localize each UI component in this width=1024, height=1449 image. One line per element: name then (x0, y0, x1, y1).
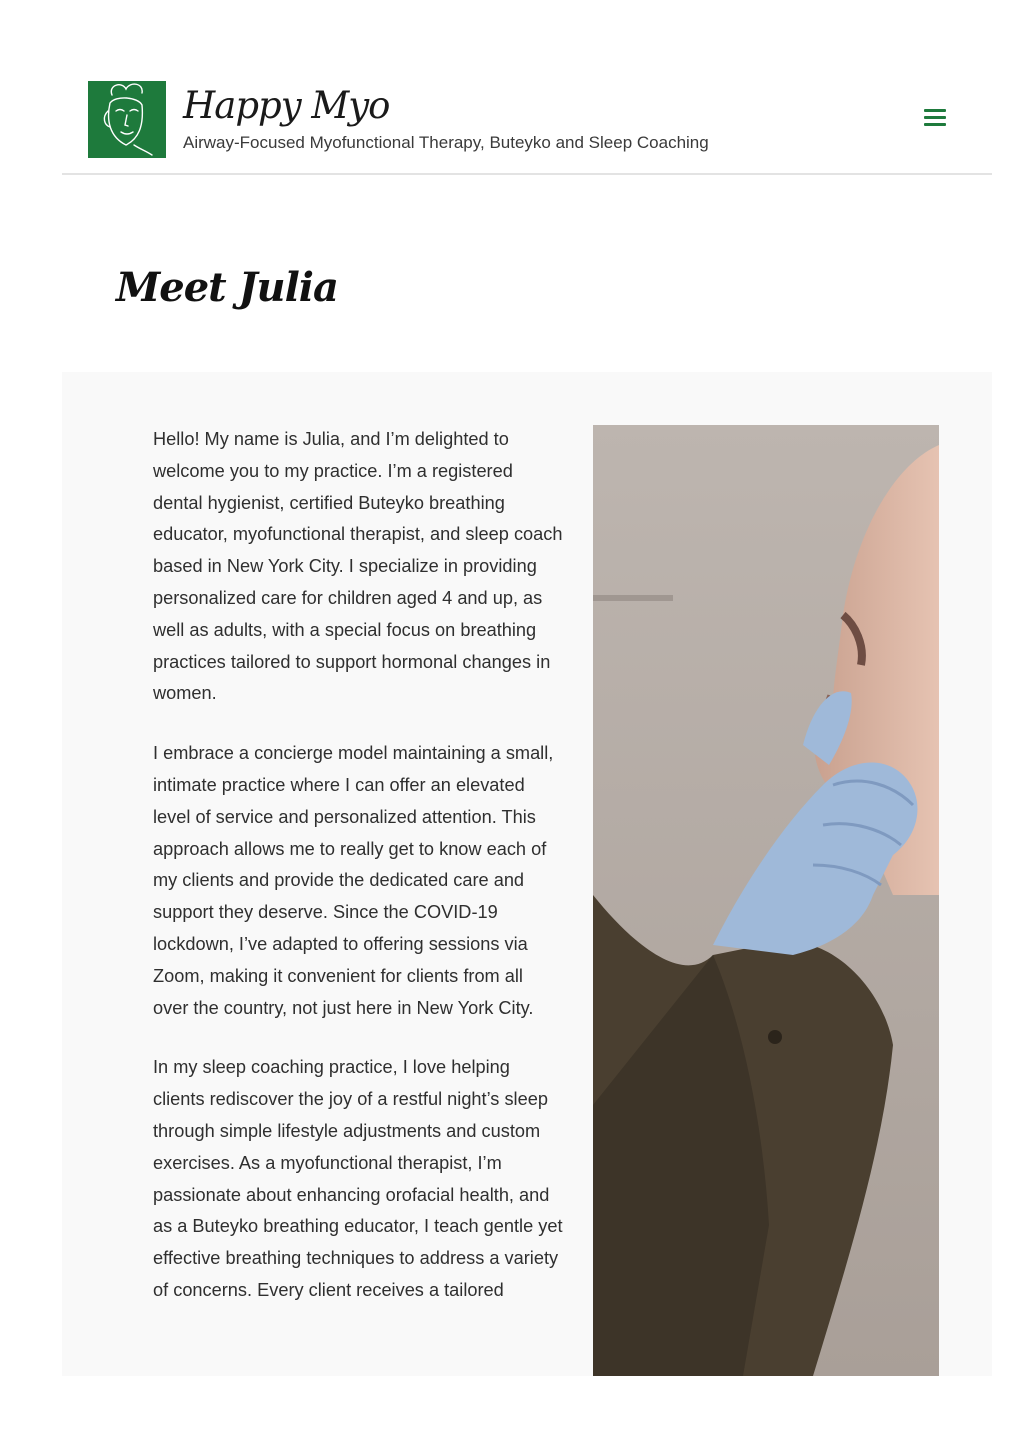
hamburger-menu-icon[interactable] (914, 100, 956, 134)
menu-bar (924, 109, 946, 112)
menu-bar (924, 116, 946, 119)
about-section (62, 372, 992, 1376)
menu-bar (924, 123, 946, 126)
about-text (153, 424, 563, 1335)
therapist-photo (593, 425, 939, 1376)
site-header (62, 0, 992, 175)
site-logo[interactable] (88, 81, 166, 158)
face-outline-icon (88, 81, 166, 158)
photo-illustration (593, 425, 939, 1376)
about-paragraph: I embrace a concierge model maintaining a small, intimate practice where I can offer an elevated level of service and personalized attention. This approach allows me to really get to know each of my clients and provide the dedicated care and support they deserve. Since the COVID-19 lockdown, I’ve adapted to offering sessions via Zoom, making it convenient for clients from all over the country, not just here in New York City. (153, 743, 554, 1018)
page-title: Meet Julia (116, 264, 338, 311)
site-title[interactable]: Happy Myo (183, 84, 390, 127)
site-tagline: Airway-Focused Myofunctional Therapy, Buteyko and Sleep Coaching (183, 133, 709, 152)
about-paragraph: Hello! My name is Julia, and I’m delighted to welcome you to my practice. I’m a registered dental hygienist, certified Buteyko breathing educator, myofunctional therapist, and sleep coach based in New York City. I specialize in providing personalized care for children aged 4 and up, as well as adults, with a special focus on breathing practices tailored to support hormonal changes in women. (153, 429, 563, 704)
about-paragraph: In my sleep coaching practice, I love helping clients rediscover the joy of a restful night’s sleep through simple lifestyle adjustments and custom exercises. As a myofunctional therapist, I’m passionate about enhancing orofacial health, and as a Buteyko breathing educator, I teach gentle yet effective breathing techniques to address a variety of concerns. Every client receives a tailored (153, 1057, 563, 1300)
